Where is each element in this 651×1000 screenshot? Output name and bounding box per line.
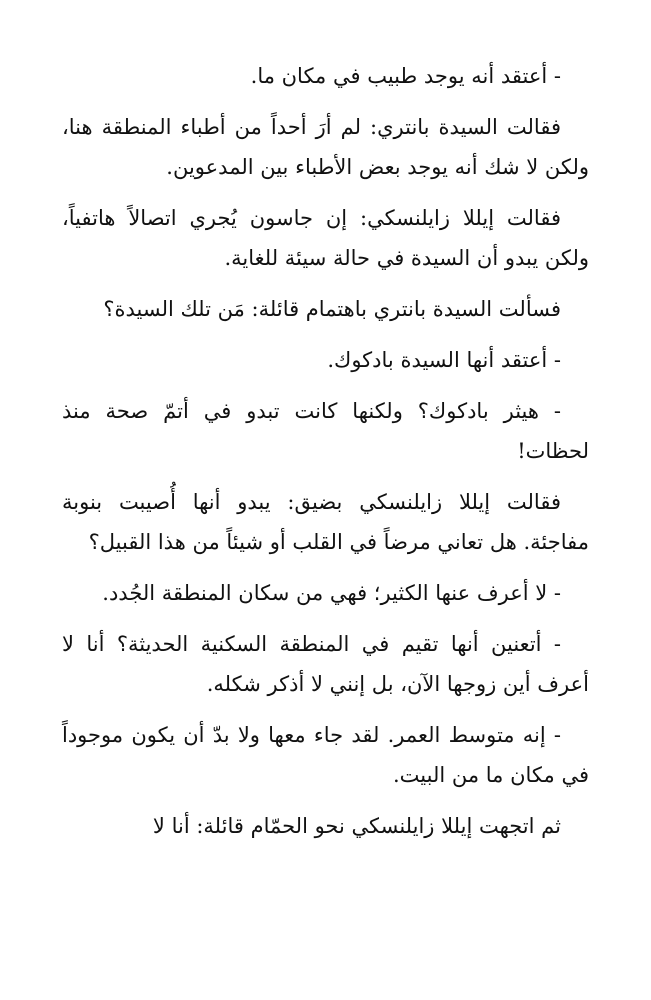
paragraph-7: فقالت إيللا زايلنسكي بضيق: يبدو أنها أُصيبت بنوبة مفاجئة. هل تعاني مرضاً في القلب أو شيئاً من هذا القبيل؟ <box>62 490 589 554</box>
paragraph-4: فسألت السيدة بانتري باهتمام قائلة: مَن تلك السيدة؟ <box>103 297 561 321</box>
paragraph-5: - أعتقد أنها السيدة بادكوك. <box>327 348 561 372</box>
paragraph-9: - أتعنين أنها تقيم في المنطقة السكنية الحديثة؟ أنا لا أعرف أين زوجها الآن، بل إنني لا أذكر شكله. <box>62 632 589 696</box>
page-text <box>62 56 589 857</box>
paragraph-6: - هيثر بادكوك؟ ولكنها كانت تبدو في أتمّ صحة منذ لحظات! <box>62 399 589 463</box>
paragraph-3: فقالت إيللا زايلنسكي: إن جاسون يُجري اتصالاً هاتفياً، ولكن يبدو أن السيدة في حالة سيئة للغاية. <box>62 206 589 270</box>
paragraph-1: - أعتقد أنه يوجد طبيب في مكان ما. <box>250 64 561 88</box>
paragraph-11: ثم اتجهت إيللا زايلنسكي نحو الحمّام قائلة: أنا لا <box>152 814 561 838</box>
paragraph-10: - إنه متوسط العمر. لقد جاء معها ولا بدّ أن يكون موجوداً في مكان ما من البيت. <box>62 723 589 787</box>
paragraph-8: - لا أعرف عنها الكثير؛ فهي من سكان المنطقة الجُدد. <box>102 581 561 605</box>
paragraph-2: فقالت السيدة بانتري: لم أرَ أحداً من أطباء المنطقة هنا، ولكن لا شك أنه يوجد بعض الأطباء بين المدعوين. <box>62 115 589 179</box>
